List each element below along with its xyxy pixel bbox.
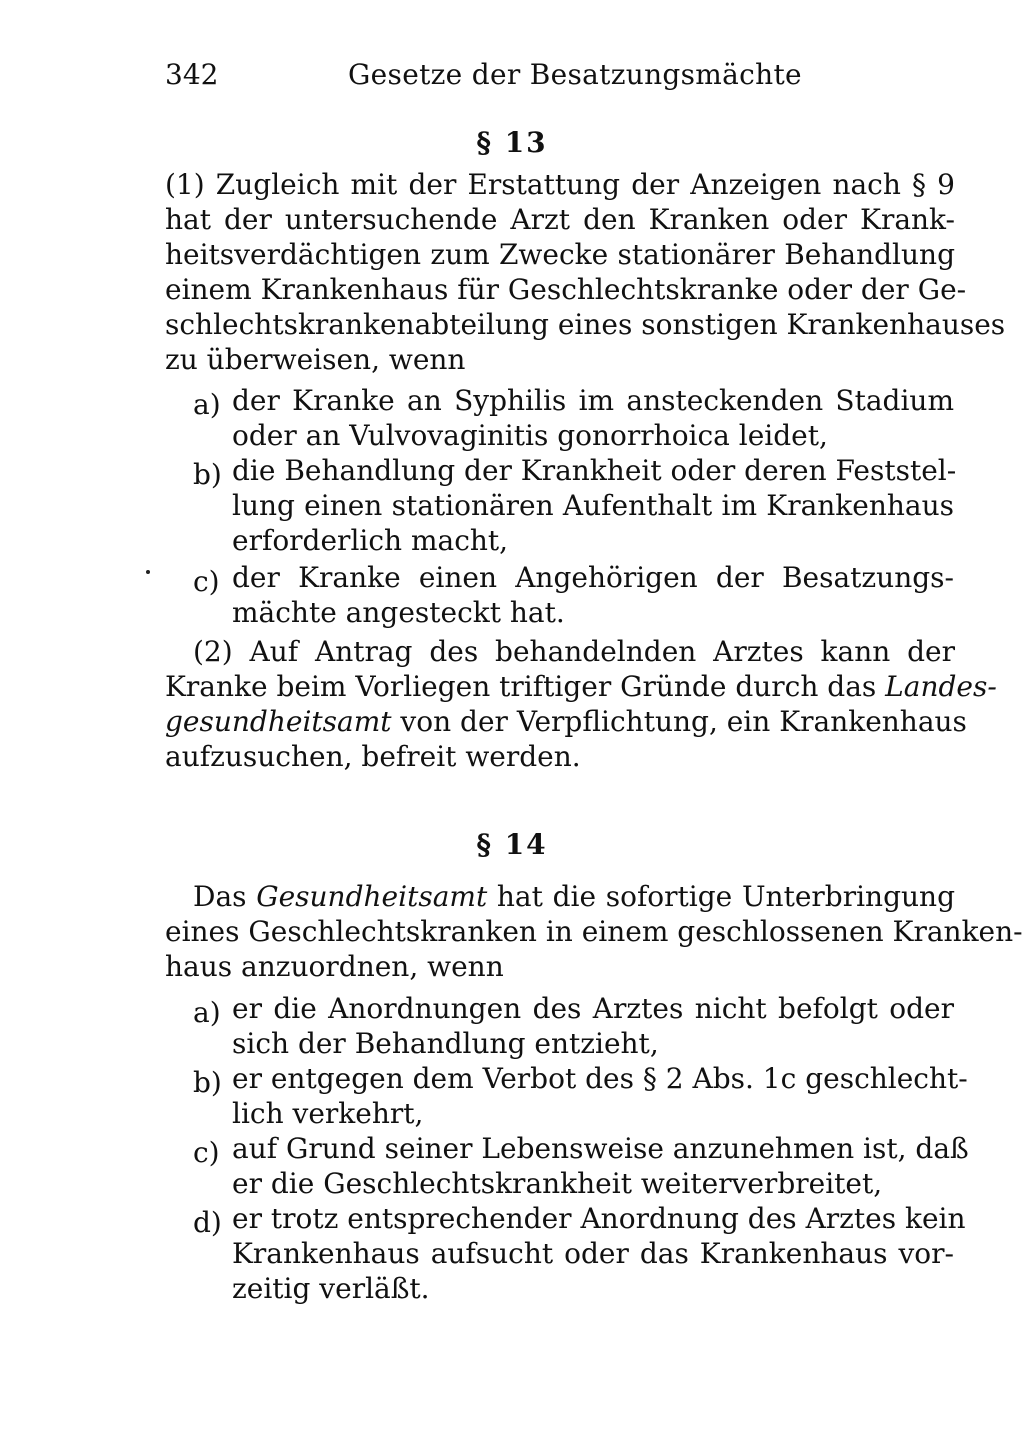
s14-item-c-line: er die Geschlechtskrankheit weiterverbreitet,: [232, 1167, 883, 1200]
s14-item-b-line: lich verkehrt,: [232, 1097, 424, 1130]
s13-p1-line: zu überweisen, wenn: [165, 343, 466, 376]
s13-item-c-line: mächte angesteckt hat.: [232, 596, 565, 629]
s13-p2-line: gesundheitsamt von der Verpflichtung, ein Krankenhaus: [165, 705, 967, 738]
s14-item-b-label: b): [193, 1066, 222, 1099]
s13-item-b-label: b): [193, 458, 222, 491]
s14-item-d-line: Krankenhaus aufsucht oder das Krankenhaus vor-: [232, 1237, 954, 1270]
s13-item-a-line: oder an Vulvovaginitis gonorrhoica leidet,: [232, 419, 828, 452]
s13-p2-line: (2) Auf Antrag des behandelnden Arztes kann der: [193, 635, 955, 668]
s13-item-b-line: lung einen stationären Aufenthalt im Krankenhaus: [232, 489, 954, 522]
s14-item-a-line: sich der Behandlung entzieht,: [232, 1027, 659, 1060]
section-13-heading: § 13: [476, 126, 548, 159]
page-number: 342: [165, 58, 219, 91]
s14-intro-line: eines Geschlechtskranken in einem geschlossenen Kranken-: [165, 915, 1023, 948]
s13-item-c-line: der Kranke einen Angehörigen der Besatzungs-: [232, 561, 954, 594]
s14-intro-line: haus anzuordnen, wenn: [165, 950, 504, 983]
page-header: [165, 58, 960, 98]
s13-item-c-label: c): [193, 565, 220, 598]
s13-item-b-line: die Behandlung der Krankheit oder deren Feststel-: [232, 454, 957, 487]
s13-item-a-line: der Kranke an Syphilis im ansteckenden Stadium: [232, 384, 954, 417]
stray-mark: [146, 570, 150, 574]
s13-item-a-label: a): [193, 388, 221, 421]
s14-item-d-line: zeitig verläßt.: [232, 1272, 430, 1305]
s13-p1-line: (1) Zugleich mit der Erstattung der Anzeigen nach § 9: [165, 168, 955, 201]
s14-item-d-line: er trotz entsprechender Anordnung des Arztes kein: [232, 1202, 966, 1235]
s14-intro-line: Das Gesundheitsamt hat die sofortige Unterbringung: [193, 880, 955, 913]
section-14-heading: § 14: [476, 828, 548, 861]
s13-item-b-line: erforderlich macht,: [232, 524, 509, 557]
s13-p1-line: einem Krankenhaus für Geschlechtskranke oder der Ge-: [165, 273, 967, 306]
s13-p1-line: schlechtskrankenabteilung eines sonstigen Krankenhauses: [165, 308, 1006, 341]
s14-item-d-label: d): [193, 1206, 222, 1239]
s14-item-a-line: er die Anordnungen des Arztes nicht befolgt oder: [232, 992, 954, 1025]
s14-item-c-line: auf Grund seiner Lebensweise anzunehmen ist, daß: [232, 1132, 969, 1165]
s14-item-b-line: er entgegen dem Verbot des § 2 Abs. 1c geschlecht-: [232, 1062, 968, 1095]
s13-p1-line: heitsverdächtigen zum Zwecke stationärer Behandlung: [165, 238, 955, 271]
s14-item-a-label: a): [193, 996, 221, 1029]
running-title: Gesetze der Besatzungsmächte: [348, 58, 802, 91]
s13-p2-line: Kranke beim Vorliegen triftiger Gründe durch das Landes-: [165, 670, 997, 703]
s14-item-c-label: c): [193, 1136, 220, 1169]
s13-p1-line: hat der untersuchende Arzt den Kranken oder Krank-: [165, 203, 955, 236]
s13-p2-line: aufzusuchen, befreit werden.: [165, 740, 581, 773]
